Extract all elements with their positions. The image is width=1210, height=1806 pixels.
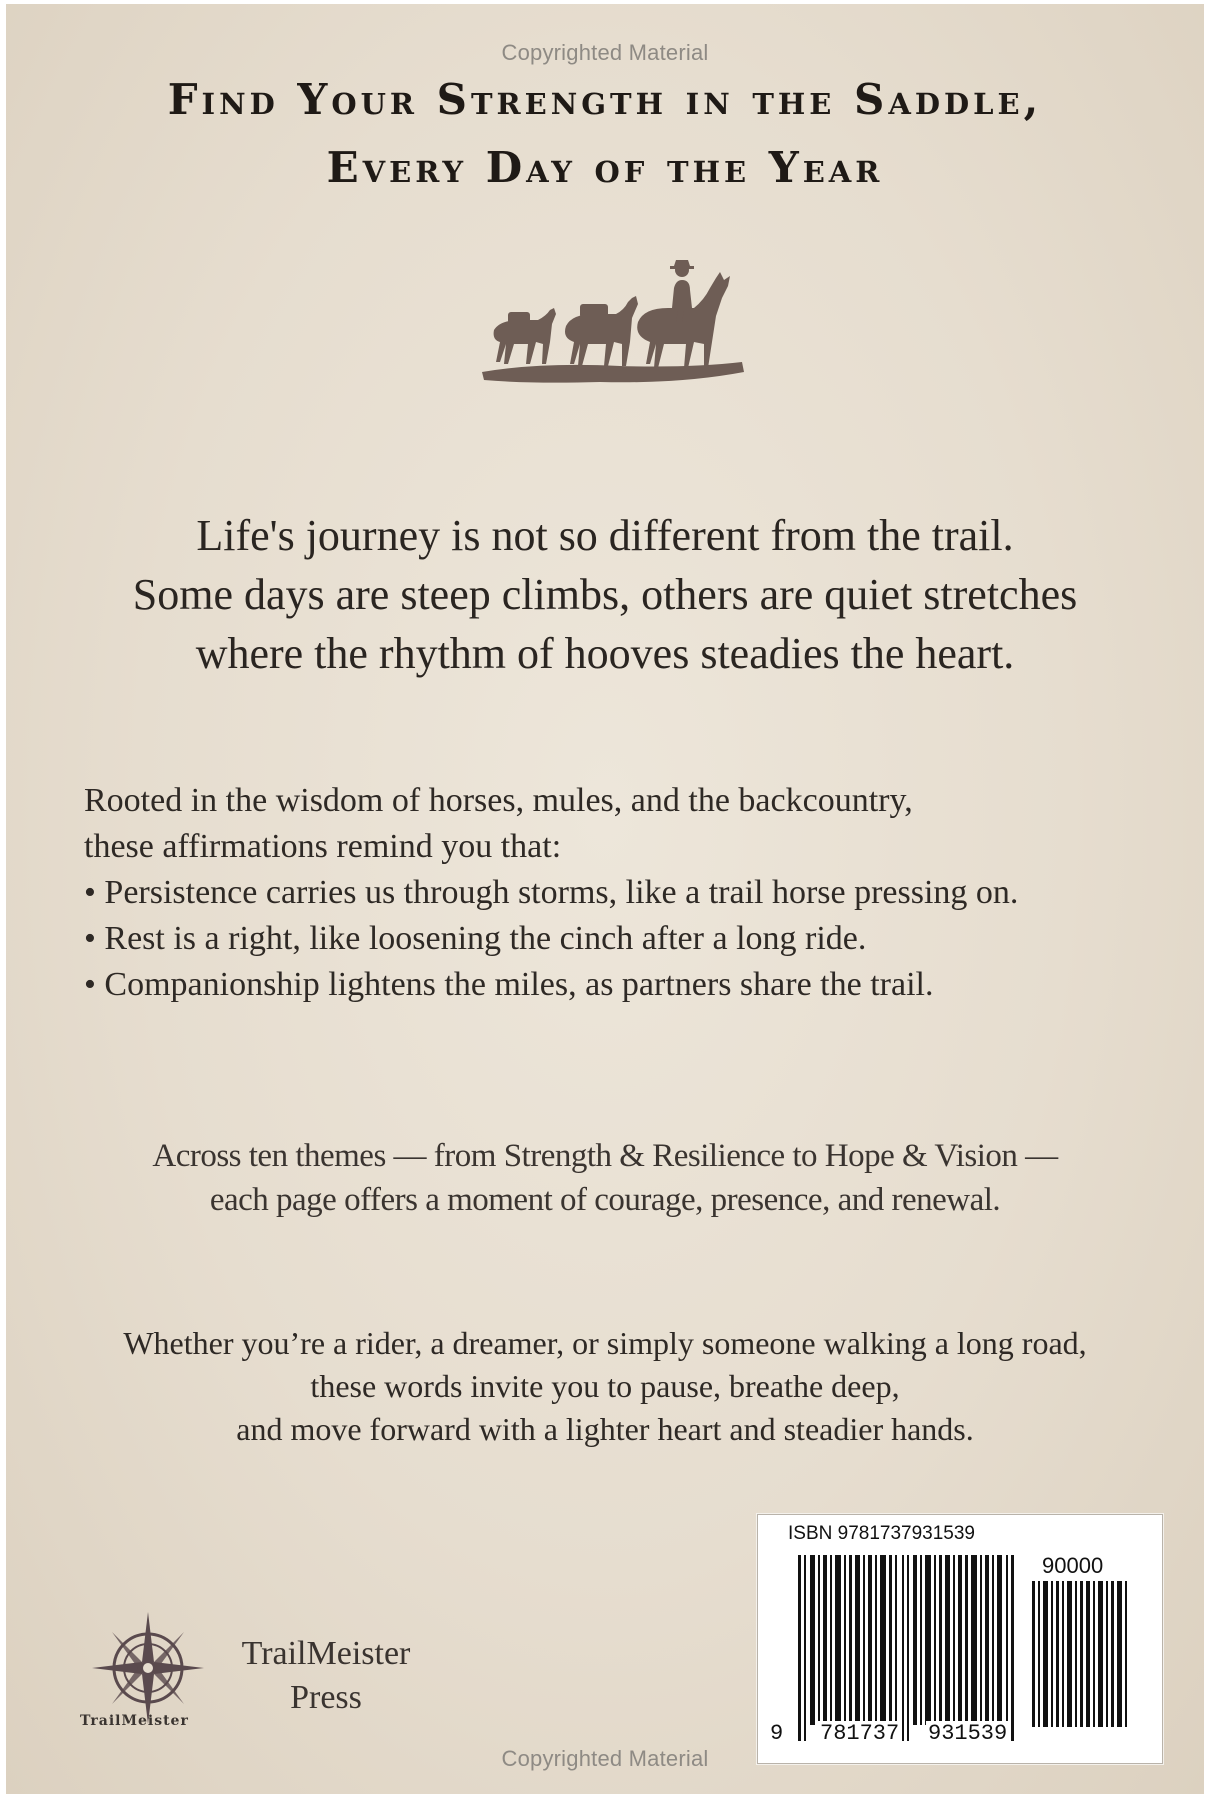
ean-barcode-bars [798,1555,1022,1741]
closing-line-3: and move forward with a lighter heart and steadier hands. [236,1411,974,1447]
affirmation-list [84,870,1018,1008]
headline-line-2: Every Day of the Year [326,143,884,192]
barcode-right-digits: 931539 [928,1721,1008,1746]
publisher-logo-wordmark: TrailMeister [80,1713,189,1729]
barcode-left-digits: 781737 [820,1721,900,1746]
isbn-barcode [757,1514,1163,1764]
price-code: 90000 [1042,1553,1104,1578]
book-back-cover [6,4,1204,1794]
lead-line-2: Some days are steep climbs, others are quiet stretches [132,570,1078,619]
rider-with-pack-mules-icon [480,250,760,400]
headline [6,66,1204,202]
publisher-name-line-2: Press [290,1679,362,1716]
barcode-lead-digit: 9 [770,1721,784,1746]
lead-line-1: Life's journey is not so different from the trail. [196,511,1014,560]
list-item: • Rest is a right, like loosening the cinch after a long ride. [84,916,1018,962]
watermark-bottom: Copyrighted Material [501,1746,709,1771]
watermark-top: Copyrighted Material [501,40,709,65]
list-item: • Persistence carries us through storms, like a trail horse pressing on. [84,870,1018,916]
intro-line-2: these affirmations remind you that: [84,828,562,865]
closing-line-1: Whether you’re a rider, a dreamer, or simply someone walking a long road, [123,1325,1087,1361]
themes-paragraph [6,1134,1204,1222]
publisher-name [236,1632,416,1720]
lead-paragraph [6,506,1204,683]
intro-paragraph [84,778,913,870]
price-barcode-bars [1032,1581,1128,1727]
headline-line-1: Find Your Strength in the Saddle, [167,75,1043,124]
isbn-label: ISBN 9781737931539 [788,1523,975,1544]
list-item: • Companionship lightens the miles, as partners share the trail. [84,962,1018,1008]
closing-paragraph [6,1322,1204,1451]
closing-line-2: these words invite you to pause, breathe deep, [310,1368,900,1404]
themes-line-2: each page offers a moment of courage, presence, and renewal. [209,1182,1001,1218]
intro-line-1: Rooted in the wisdom of horses, mules, and the backcountry, [84,782,913,819]
publisher-name-line-1: TrailMeister [241,1635,411,1672]
lead-line-3: where the rhythm of hooves steadies the heart. [195,629,1015,678]
themes-line-1: Across ten themes — from Strength & Resilience to Hope & Vision — [152,1138,1058,1174]
